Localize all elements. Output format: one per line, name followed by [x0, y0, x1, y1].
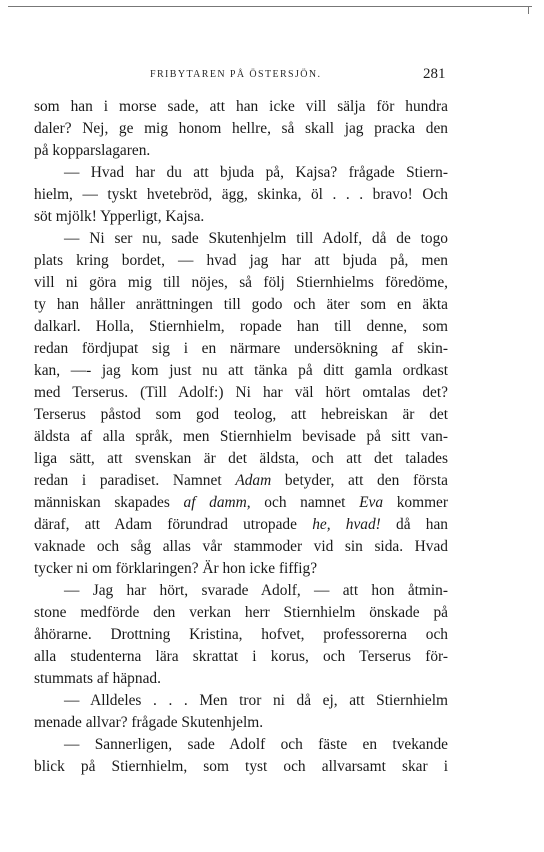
text-run: redan i paradiset. Namnet [34, 472, 222, 489]
text-line: daler? Nej, ge mig honom hellre, så skall jag pracka den [34, 120, 448, 137]
text-line: plats kring bordet, — hvad jag har att bjuda på, men [34, 252, 448, 269]
text-run: kommer [396, 494, 449, 511]
text-line: liga sätt, att svenskan är det äldsta, och att det talades [34, 450, 448, 467]
text-line: alla studenterna lära skrattat i korus, och Terserus för- [34, 648, 448, 665]
top-corner-mark [528, 6, 529, 14]
page-header [0, 66, 544, 86]
italic-run: he, hvad! [312, 516, 381, 533]
text-run: betyder, att den första [284, 472, 448, 489]
page-number: 281 [423, 66, 446, 82]
text-line: vill ni göra mig till nöjes, så följ Stiernhielms föredöme, [34, 274, 448, 291]
text-line [34, 514, 448, 536]
text-line: stummats af häpnad. [34, 670, 161, 687]
text-line [34, 470, 448, 492]
text-line: äldsta af alla språk, men Stiernhielm bevisade på sitt van- [34, 428, 448, 445]
text-run: människan skapades [34, 494, 170, 511]
text-line: blick på Stiernhielm, som tyst och allvarsamt skar i [34, 758, 448, 775]
text-line: Terserus påstod som god teolog, att hebreiskan är det [34, 406, 448, 423]
italic-run: Adam [235, 472, 272, 489]
text-line: — Hvad har du att bjuda på, Kajsa? frågade Stiern- [64, 164, 448, 181]
text-line: åhörarne. Drottning Kristina, hofvet, professorerna och [34, 626, 448, 643]
text-line: dalkarl. Holla, Stiernhielm, ropade han till denne, som [34, 318, 448, 335]
text-line: med Terserus. (Till Adolf:) Ni har väl hört omtalas det? [34, 384, 448, 401]
text-line: på kopparslagaren. [34, 142, 151, 159]
body-text [34, 96, 448, 778]
text-line [34, 492, 448, 514]
text-line: — Sannerligen, sade Adolf och fäste en tvekande [64, 736, 448, 753]
text-line: kan, —- jag kom just nu att tänka på ditt gamla ordkast [34, 362, 448, 379]
text-line: menade allvar? frågade Skutenhjelm. [34, 714, 264, 731]
text-run: och namnet [264, 494, 346, 511]
text-line: söt mjölk! Ypperligt, Kajsa. [34, 208, 205, 225]
text-line: hielm, — tyskt hvetebröd, ägg, skinka, öl . . . bravo! Och [34, 186, 448, 203]
text-line: tycker ni om förklaringen? Är hon icke fiffig? [34, 560, 318, 577]
text-line: som han i morse sade, att han icke vill sälja för hundra [34, 98, 448, 115]
text-line: vaknade och såg allas vår stammoder vid sin sida. Hvad [34, 538, 448, 555]
text-run: då han [396, 516, 448, 533]
text-run: däraf, att Adam förundrad utropade [34, 516, 297, 533]
text-line: ty han håller anrättningen till godo och äter som en äkta [34, 296, 448, 313]
text-line: stone medförde den verkan herr Stiernhielm önskade på [34, 604, 448, 621]
text-line: — Jag har hört, svarade Adolf, — att hon åtmin- [64, 582, 448, 599]
italic-run: af damm, [183, 494, 251, 511]
italic-run: Eva [359, 494, 384, 511]
text-line: redan fördjupat sig i en närmare undersökning af skin- [34, 340, 448, 357]
text-line: — Ni ser nu, sade Skutenhjelm till Adolf, då de togo [64, 230, 448, 247]
text-line: — Alldeles . . . Men tror ni då ej, att Stiernhielm [64, 692, 448, 709]
running-title: FRIBYTAREN PÅ ÖSTERSJÖN. [150, 69, 322, 80]
top-edge-rule [8, 6, 532, 7]
